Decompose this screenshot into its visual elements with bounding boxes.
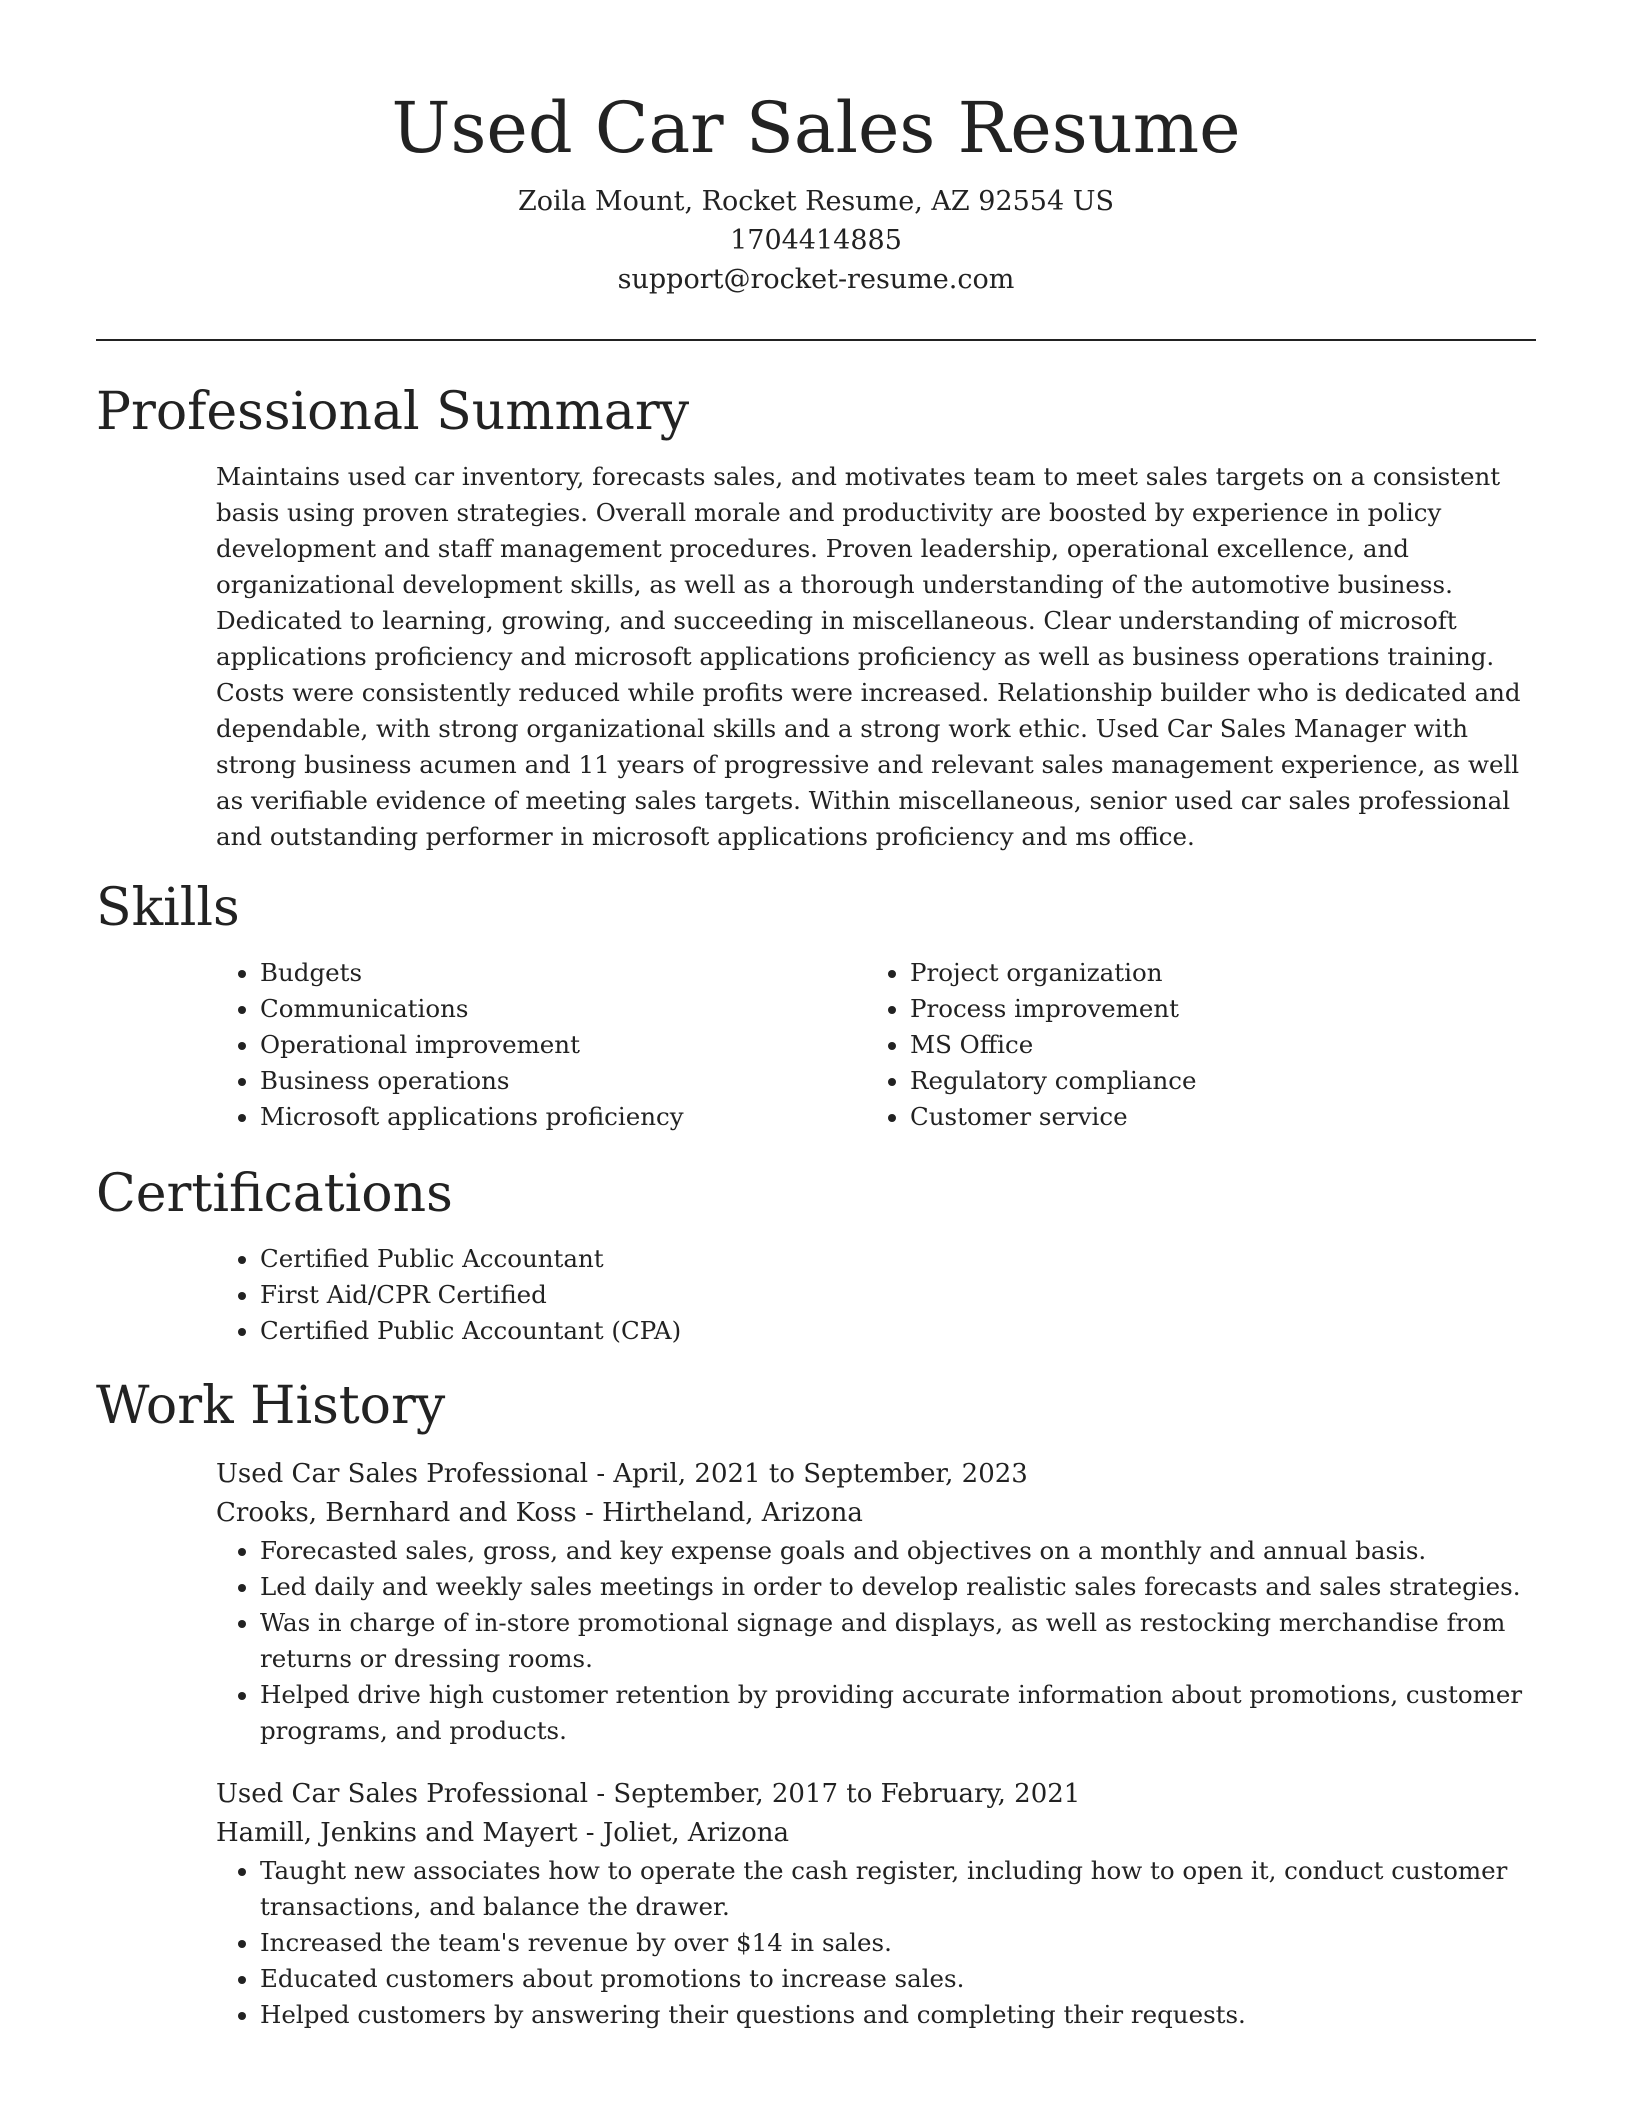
skill-item: • Process improvement (910, 991, 1516, 1027)
job-location: Joliet, Arizona (602, 1818, 790, 1848)
job-dates: April, 2021 to September, 2023 (613, 1459, 1028, 1489)
job-dates: September, 2017 to February, 2021 (613, 1779, 1081, 1809)
job-duty: • Forecasted sales, gross, and key expense goals and objectives on a monthly and annual basis. (260, 1533, 1536, 1569)
job-entry (216, 1455, 1536, 1749)
job-duty: • Was in charge of in-store promotional signage and displays, as well as restocking merchandise from returns or dressing rooms. (260, 1605, 1536, 1677)
job-company-line (216, 1494, 1536, 1533)
job-company: Crooks, Bernhard and Koss (216, 1498, 577, 1528)
skill-item: • Operational improvement (260, 1027, 866, 1063)
job-company: Hamill, Jenkins and Mayert (216, 1818, 578, 1848)
skills-column-left (216, 955, 866, 1135)
job-separator: - (588, 1459, 614, 1489)
job-separator: - (576, 1498, 603, 1528)
job-duty: • Educated customers about promotions to increase sales. (260, 1961, 1536, 1997)
skill-item: • Business operations (260, 1063, 866, 1099)
skill-item: • Communications (260, 991, 866, 1027)
certification-item: • First Aid/CPR Certified (260, 1277, 1536, 1313)
contact-phone: 1704414885 (730, 225, 902, 256)
skill-item: • Customer service (910, 1099, 1516, 1135)
contact-address: Zoila Mount, Rocket Resume, AZ 92554 US (517, 186, 1114, 217)
summary-section (216, 459, 1536, 855)
job-separator: - (588, 1779, 614, 1809)
job-separator: - (577, 1818, 603, 1848)
skill-item: • Budgets (260, 955, 866, 991)
job-position-line (216, 1775, 1536, 1814)
job-duty: • Taught new associates how to operate the cash register, including how to open it, conduct customer transactions, and balance the drawer. (260, 1853, 1536, 1925)
job-duty: • Led daily and weekly sales meetings in order to develop realistic sales forecasts and sales strategies. (260, 1569, 1536, 1605)
certification-item: • Certified Public Accountant (260, 1241, 1536, 1277)
job-entry (216, 1775, 1536, 2033)
skills-grid (216, 955, 1536, 1135)
contact-email: support@rocket-resume.com (617, 264, 1015, 295)
summary-text: Maintains used car inventory, forecasts sales, and motivates team to meet sales targets on a consistent basis using proven strategies. Overall morale and productivity are boosted by experience in policy development and staff management procedures. Proven leadership, operational excellence, and organizational development skills, as well as a thorough understanding of the automotive business. Dedicated to learning, growing, and succeeding in miscellaneous. Clear understanding of microsoft applications proficiency and microsoft applications proficiency as well as business operations training. Costs were consistently reduced while profits were increased. Relationship builder who is dedicated and dependable, with strong organizational skills and a strong work ethic. Used Car Sales Manager with strong business acumen and 11 years of progressive and relevant sales management experience, as well as verifiable evidence of meeting sales targets. Within miscellaneous, senior used car sales professional and outstanding performer in microsoft applications proficiency and ms office. (216, 462, 1521, 851)
contact-info (96, 182, 1536, 299)
skill-item: • MS Office (910, 1027, 1516, 1063)
certifications-heading: Certifications (96, 1164, 453, 1224)
skills-heading: Skills (96, 878, 240, 938)
skills-column-right (866, 955, 1516, 1135)
resume-header (96, 80, 1536, 299)
summary-heading: Professional Summary (96, 382, 690, 442)
job-position: Used Car Sales Professional (216, 1459, 589, 1489)
certification-item: • Certified Public Accountant (CPA) (260, 1313, 1536, 1349)
resume-title: Used Car Sales Resume (391, 87, 1241, 169)
certifications-section (216, 1241, 1536, 1349)
job-duties-list (216, 1853, 1536, 2033)
job-company-line (216, 1814, 1536, 1853)
job-duty: • Helped customers by answering their questions and completing their requests. (260, 1997, 1536, 2033)
header-divider (96, 339, 1536, 341)
job-position-line (216, 1455, 1536, 1494)
job-position: Used Car Sales Professional (216, 1779, 589, 1809)
job-duty: • Increased the team's revenue by over $14 in sales. (260, 1925, 1536, 1961)
skill-item: • Project organization (910, 955, 1516, 991)
work-history-section (216, 1455, 1536, 2033)
skill-item: • Microsoft applications proficiency (260, 1099, 866, 1135)
certifications-list (216, 1241, 1536, 1349)
skill-item: • Regulatory compliance (910, 1063, 1516, 1099)
job-location: Hirtheland, Arizona (602, 1498, 863, 1528)
work-history-heading: Work History (96, 1376, 446, 1436)
skills-section (216, 955, 1536, 1135)
job-duty: • Helped drive high customer retention by providing accurate information about promotions, customer programs, and products. (260, 1677, 1536, 1749)
skills-list-right (866, 955, 1516, 1135)
skills-list-left (216, 955, 866, 1135)
job-duties-list (216, 1533, 1536, 1749)
